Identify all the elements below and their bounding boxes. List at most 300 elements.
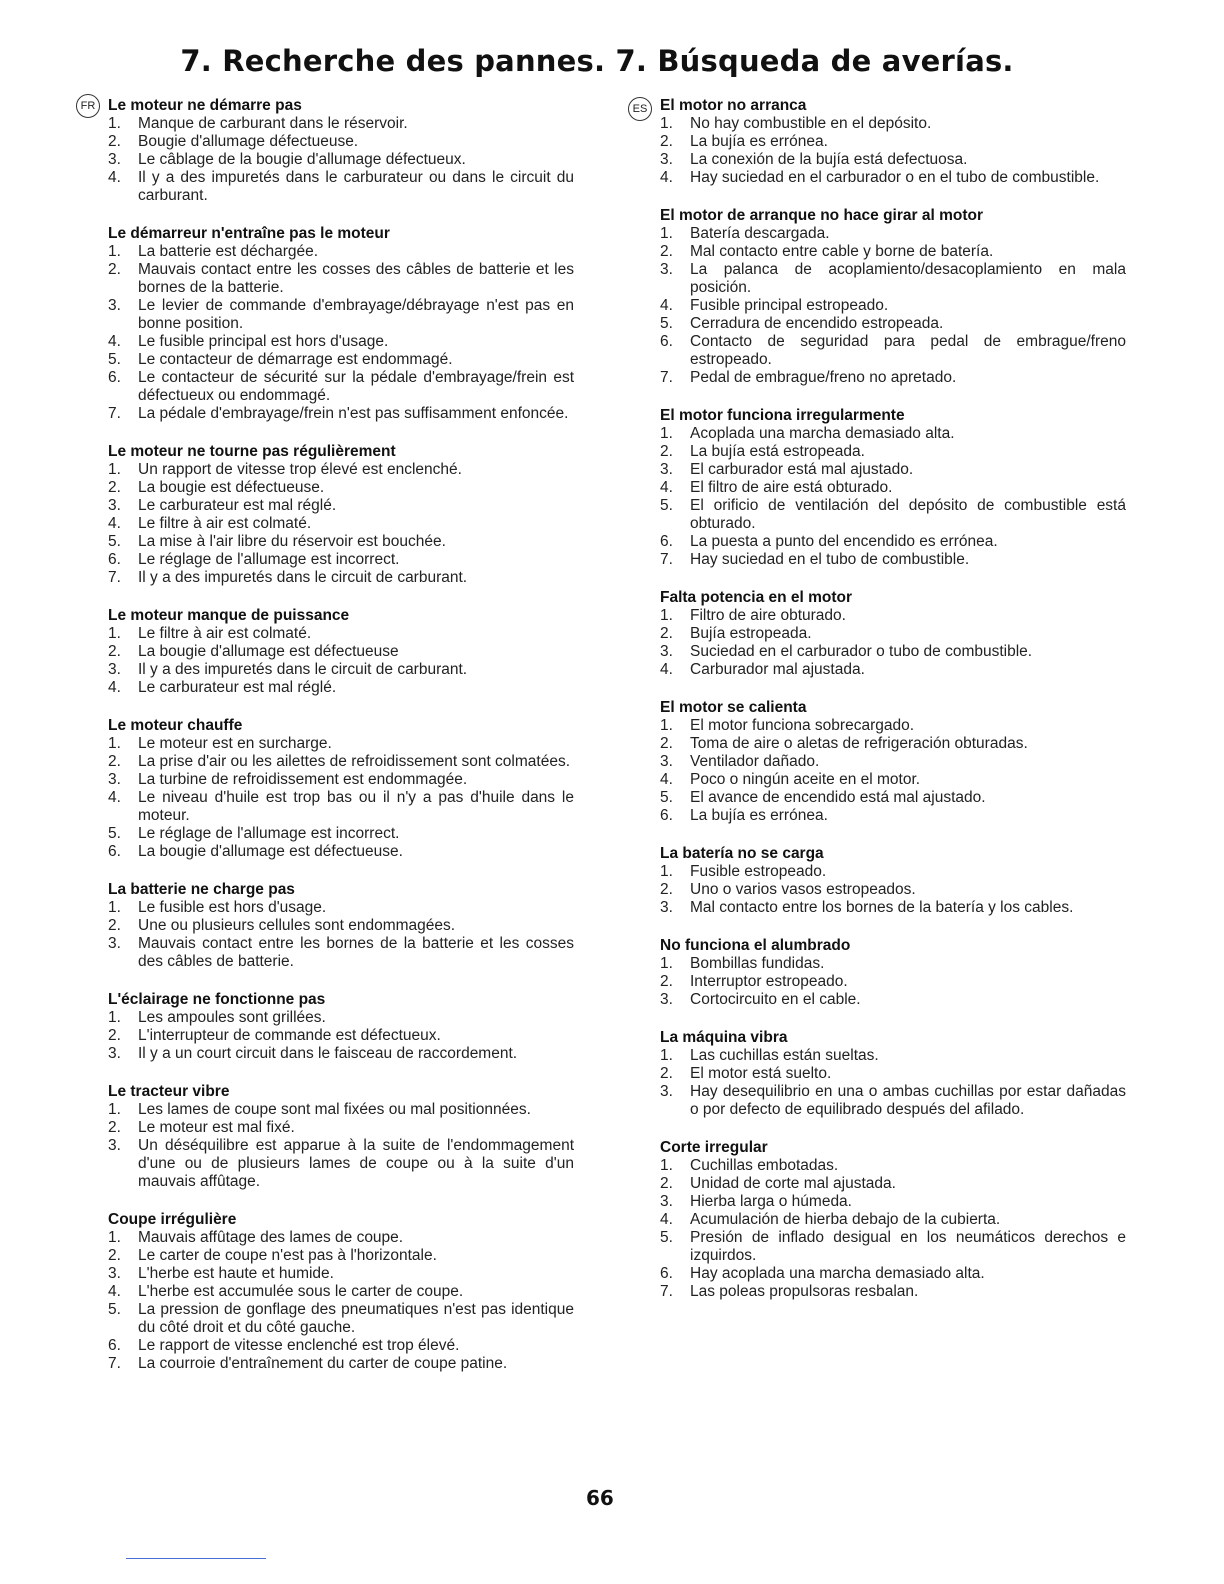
troubleshooting-section (660, 1028, 1126, 1119)
cause-number: 1. (108, 1009, 121, 1026)
cause-text: Hay suciedad en el carburador o en el tubo de combustible. (690, 169, 1100, 186)
cause-list-item (660, 991, 1126, 1009)
cause-number: 1. (660, 225, 673, 242)
cause-list-item (108, 771, 574, 789)
cause-number: 1. (660, 425, 673, 442)
cause-text: Fusible estropeado. (690, 863, 827, 880)
troubleshooting-section (660, 936, 1126, 1009)
cause-text: Les ampoules sont grillées. (138, 1009, 326, 1026)
cause-number: 6. (660, 807, 673, 824)
cause-list (660, 863, 1126, 917)
cause-number: 4. (108, 1283, 121, 1300)
cause-list-item (660, 461, 1126, 479)
cause-list-item (660, 771, 1126, 789)
cause-number: 3. (108, 1045, 121, 1062)
cause-list-item (108, 899, 574, 917)
cause-list (108, 735, 574, 861)
cause-number: 1. (108, 899, 121, 916)
cause-text: Un rapport de vitesse trop élevé est enclenché. (138, 461, 462, 478)
cause-list-item (108, 1137, 574, 1191)
cause-text: Mauvais contact entre les bornes de la batterie et les cosses des câbles de batterie. (138, 935, 574, 970)
cause-text: Contacto de seguridad para pedal de embrague/freno estropeado. (690, 333, 1126, 368)
cause-list-item (660, 1265, 1126, 1283)
cause-number: 4. (660, 169, 673, 186)
cause-number: 7. (108, 569, 121, 586)
cause-text: Manque de carburant dans le réservoir. (138, 115, 408, 132)
cause-list-item (108, 133, 574, 151)
cause-number: 6. (660, 333, 673, 350)
cause-number: 2. (660, 735, 673, 752)
cause-text: Mauvais affûtage des lames de coupe. (138, 1229, 404, 1246)
cause-text: Acoplada una marcha demasiado alta. (690, 425, 955, 442)
troubleshooting-section (108, 224, 574, 423)
cause-number: 5. (660, 1229, 673, 1246)
cause-number: 4. (660, 297, 673, 314)
troubleshooting-section (108, 606, 574, 697)
cause-list-item (660, 643, 1126, 661)
cause-number: 3. (108, 1265, 121, 1282)
cause-number: 2. (660, 625, 673, 642)
cause-list-item (660, 607, 1126, 625)
cause-list-item (108, 661, 574, 679)
cause-text: Acumulación de hierba debajo de la cubierta. (690, 1211, 1001, 1228)
cause-list-item (108, 825, 574, 843)
troubleshooting-section (108, 716, 574, 861)
cause-number: 5. (108, 825, 121, 842)
cause-text: Las cuchillas están sueltas. (690, 1047, 879, 1064)
cause-number: 1. (108, 461, 121, 478)
cause-number: 4. (660, 1211, 673, 1228)
cause-text: Hay acoplada una marcha demasiado alta. (690, 1265, 985, 1282)
cause-text: Le réglage de l'allumage est incorrect. (138, 551, 400, 568)
cause-number: 4. (660, 771, 673, 788)
cause-list-item (660, 1229, 1126, 1265)
cause-list-item (660, 625, 1126, 643)
cause-list-item (108, 1119, 574, 1137)
cause-number: 2. (660, 243, 673, 260)
cause-text: L'herbe est accumulée sous le carter de coupe. (138, 1283, 464, 1300)
section-title: La batterie ne charge pas (108, 881, 295, 898)
cause-text: Bujía estropeada. (690, 625, 812, 642)
cause-list-item (660, 661, 1126, 679)
cause-list (660, 607, 1126, 679)
cause-number: 4. (108, 679, 121, 696)
section-title: Falta potencia en el motor (660, 589, 853, 606)
troubleshooting-section (660, 588, 1126, 679)
troubleshooting-section (108, 442, 574, 587)
section-title: Corte irregular (660, 1139, 768, 1156)
cause-list-item (108, 151, 574, 169)
cause-list-item (660, 151, 1126, 169)
troubleshooting-section (108, 1210, 574, 1373)
section-title: Le moteur manque de puissance (108, 607, 350, 624)
section-title: Le moteur chauffe (108, 717, 243, 734)
cause-text: Bombillas fundidas. (690, 955, 825, 972)
cause-text: Poco o ningún aceite en el motor. (690, 771, 921, 788)
cause-number: 1. (108, 115, 121, 132)
cause-text: Il y a des impuretés dans le circuit de carburant. (138, 661, 468, 678)
cause-number: 3. (660, 643, 673, 660)
cause-number: 3. (108, 1137, 121, 1154)
cause-number: 2. (660, 133, 673, 150)
troubleshooting-section (108, 880, 574, 971)
cause-number: 4. (660, 661, 673, 678)
cause-number: 3. (660, 899, 673, 916)
troubleshooting-section (660, 96, 1126, 187)
cause-list-item (108, 1009, 574, 1027)
cause-list-item (108, 1027, 574, 1045)
cause-list-item (660, 297, 1126, 315)
cause-text: Carburador mal ajustada. (690, 661, 865, 678)
cause-text: Hierba larga o húmeda. (690, 1193, 852, 1210)
cause-list (108, 1229, 574, 1373)
cause-text: La pédale d'embrayage/frein n'est pas suffisamment enfoncée. (138, 405, 569, 422)
cause-number: 6. (108, 843, 121, 860)
cause-list (660, 1047, 1126, 1119)
cause-text: Le carter de coupe n'est pas à l'horizontale. (138, 1247, 437, 1264)
cause-number: 4. (108, 789, 121, 806)
cause-number: 3. (108, 771, 121, 788)
cause-number: 3. (660, 1083, 673, 1100)
cause-list-item (108, 917, 574, 935)
cause-text: Le contacteur de démarrage est endommagé. (138, 351, 453, 368)
cause-list-item (108, 515, 574, 533)
cause-list-item (108, 753, 574, 771)
cause-number: 2. (660, 1065, 673, 1082)
cause-number: 2. (108, 917, 121, 934)
cause-text: Le filtre à air est colmaté. (138, 515, 312, 532)
cause-list-item (660, 497, 1126, 533)
cause-number: 4. (108, 333, 121, 350)
cause-number: 4. (108, 169, 121, 186)
cause-list-item (108, 1265, 574, 1283)
cause-text: Toma de aire o aletas de refrigeración obturadas. (690, 735, 1028, 752)
section-title: El motor funciona irregularmente (660, 407, 905, 424)
cause-number: 1. (660, 607, 673, 624)
cause-list-item (108, 1247, 574, 1265)
cause-number: 2. (108, 261, 121, 278)
cause-text: Le câblage de la bougie d'allumage défectueux. (138, 151, 466, 168)
cause-number: 5. (660, 315, 673, 332)
cause-list-item (108, 479, 574, 497)
cause-text: Filtro de aire obturado. (690, 607, 846, 624)
cause-text: Hay suciedad en el tubo de combustible. (690, 551, 970, 568)
page-number: 66 (586, 1486, 614, 1510)
cause-list-item (660, 169, 1126, 187)
section-title: L'éclairage ne fonctionne pas (108, 991, 326, 1008)
cause-list-item (660, 863, 1126, 881)
cause-text: Cortocircuito en el cable. (690, 991, 861, 1008)
cause-text: Pedal de embrague/freno no apretado. (690, 369, 957, 386)
cause-list-item (660, 533, 1126, 551)
cause-list-item (108, 169, 574, 205)
cause-list-item (108, 1355, 574, 1373)
section-title: Le moteur ne tourne pas régulièrement (108, 443, 396, 460)
cause-text: La bougie d'allumage est défectueuse. (138, 843, 403, 860)
cause-list (660, 425, 1126, 569)
cause-list-item (108, 1337, 574, 1355)
cause-number: 2. (108, 1247, 121, 1264)
cause-text: La courroie d'entraînement du carter de coupe patine. (138, 1355, 508, 1372)
cause-number: 6. (108, 551, 121, 568)
cause-list-item (660, 333, 1126, 369)
cause-text: Hay desequilibrio en una o ambas cuchillas por estar dañadas o por defecto de equilibrado después del afilado. (690, 1083, 1126, 1118)
cause-text: Le fusible principal est hors d'usage. (138, 333, 389, 350)
cause-number: 5. (108, 1301, 121, 1318)
cause-list-item (108, 243, 574, 261)
cause-number: 4. (660, 479, 673, 496)
cause-number: 1. (660, 1047, 673, 1064)
cause-text: El avance de encendido está mal ajustado. (690, 789, 986, 806)
cause-list-item (108, 497, 574, 515)
cause-list-item (108, 1283, 574, 1301)
cause-number: 6. (660, 1265, 673, 1282)
cause-number: 3. (108, 935, 121, 952)
cause-number: 1. (660, 863, 673, 880)
cause-list-item (108, 843, 574, 861)
cause-number: 2. (108, 643, 121, 660)
section-title: Le moteur ne démarre pas (108, 97, 302, 114)
cause-list (108, 899, 574, 971)
cause-list-item (660, 369, 1126, 387)
cause-text: Mal contacto entre cable y borne de batería. (690, 243, 994, 260)
cause-text: Unidad de corte mal ajustada. (690, 1175, 896, 1192)
cause-list-item (660, 807, 1126, 825)
cause-number: 7. (660, 551, 673, 568)
cause-number: 3. (108, 297, 121, 314)
cause-list-item (660, 425, 1126, 443)
cause-number: 2. (660, 443, 673, 460)
cause-number: 7. (660, 1283, 673, 1300)
cause-list-item (660, 551, 1126, 569)
cause-list (108, 115, 574, 205)
cause-list-item (660, 1175, 1126, 1193)
cause-list-item (660, 1211, 1126, 1229)
cause-list-item (660, 955, 1126, 973)
troubleshooting-section (660, 206, 1126, 387)
troubleshooting-section (108, 1082, 574, 1191)
cause-number: 3. (660, 461, 673, 478)
cause-text: Cuchillas embotadas. (690, 1157, 839, 1174)
cause-number: 3. (108, 661, 121, 678)
cause-text: Il y a un court circuit dans le faisceau de raccordement. (138, 1045, 518, 1062)
cause-number: 1. (108, 1101, 121, 1118)
cause-text: El motor funciona sobrecargado. (690, 717, 915, 734)
cause-number: 7. (108, 405, 121, 422)
cause-list-item (660, 1283, 1126, 1301)
section-title: El motor de arranque no hace girar al motor (660, 207, 983, 224)
cause-list-item (108, 679, 574, 697)
cause-number: 2. (660, 1175, 673, 1192)
cause-text: Le rapport de vitesse enclenché est trop élevé. (138, 1337, 460, 1354)
cause-list (660, 717, 1126, 825)
cause-list-item (660, 735, 1126, 753)
cause-text: Mal contacto entre los bornes de la batería y los cables. (690, 899, 1074, 916)
cause-number: 1. (660, 115, 673, 132)
cause-text: Le moteur est en surcharge. (138, 735, 332, 752)
cause-text: Presión de inflado desigual en los neumáticos derechos e izquirdos. (690, 1229, 1126, 1264)
section-title: El motor no arranca (660, 97, 807, 114)
section-title: No funciona el alumbrado (660, 937, 851, 954)
cause-text: La bujía está estropeada. (690, 443, 865, 460)
page-title: 7. Recherche des pannes. 7. Búsqueda de averías. (180, 44, 1014, 78)
cause-text: Ventilador dañado. (690, 753, 820, 770)
cause-list-item (108, 569, 574, 587)
cause-number: 1. (108, 625, 121, 642)
cause-number: 2. (108, 479, 121, 496)
spanish-language-icon: ES (628, 97, 652, 121)
cause-text: Les lames de coupe sont mal fixées ou mal positionnées. (138, 1101, 531, 1118)
cause-number: 3. (660, 151, 673, 168)
troubleshooting-section (108, 990, 574, 1063)
cause-number: 1. (660, 717, 673, 734)
cause-number: 1. (660, 1157, 673, 1174)
cause-text: El filtro de aire está obturado. (690, 479, 893, 496)
french-language-icon: FR (76, 94, 100, 118)
cause-number: 6. (108, 369, 121, 386)
cause-list-item (108, 369, 574, 405)
cause-list-item (660, 315, 1126, 333)
cause-text: Interruptor estropeado. (690, 973, 848, 990)
cause-list-item (660, 225, 1126, 243)
cause-list-item (660, 973, 1126, 991)
cause-list-item (660, 261, 1126, 297)
cause-number: 2. (660, 973, 673, 990)
cause-list-item (108, 551, 574, 569)
cause-text: L'herbe est haute et humide. (138, 1265, 334, 1282)
cause-list-item (108, 789, 574, 825)
troubleshooting-section (660, 844, 1126, 917)
cause-text: Le niveau d'huile est trop bas ou il n'y a pas d'huile dans le moteur. (138, 789, 574, 824)
cause-number: 6. (660, 533, 673, 550)
cause-list-item (660, 443, 1126, 461)
cause-list-item (660, 899, 1126, 917)
cause-number: 1. (108, 243, 121, 260)
troubleshooting-section (660, 1138, 1126, 1301)
section-title: Le tracteur vibre (108, 1083, 230, 1100)
cause-text: El carburador está mal ajustado. (690, 461, 914, 478)
cause-list-item (660, 753, 1126, 771)
cause-text: L'interrupteur de commande est défectueux. (138, 1027, 441, 1044)
cause-number: 1. (108, 1229, 121, 1246)
cause-list-item (660, 1083, 1126, 1119)
cause-number: 3. (660, 991, 673, 1008)
cause-list-item (108, 297, 574, 333)
cause-list (108, 625, 574, 697)
cause-list (660, 225, 1126, 387)
cause-text: Le carburateur est mal réglé. (138, 679, 337, 696)
cause-list-item (108, 935, 574, 971)
cause-text: Cerradura de encendido estropeada. (690, 315, 944, 332)
cause-text: La puesta a punto del encendido es errónea. (690, 533, 998, 550)
cause-number: 5. (660, 789, 673, 806)
cause-list-item (660, 133, 1126, 151)
cause-number: 1. (108, 735, 121, 752)
cause-text: La batterie est déchargée. (138, 243, 319, 260)
cause-list-item (108, 625, 574, 643)
cause-text: Un déséquilibre est apparue à la suite de l'endommagement d'une ou de plusieurs lames de coupe ou à la suite d'un mauvais affûtage. (138, 1137, 574, 1190)
cause-text: La bujía es errónea. (690, 807, 828, 824)
cause-number: 3. (108, 151, 121, 168)
cause-number: 5. (660, 497, 673, 514)
cause-list-item (660, 479, 1126, 497)
section-title: La máquina vibra (660, 1029, 788, 1046)
cause-list-item (660, 1157, 1126, 1175)
cause-list (660, 1157, 1126, 1301)
cause-text: La bougie est défectueuse. (138, 479, 325, 496)
cause-text: Suciedad en el carburador o tubo de combustible. (690, 643, 1033, 660)
cause-number: 3. (108, 497, 121, 514)
cause-list-item (108, 333, 574, 351)
cause-text: Le réglage de l'allumage est incorrect. (138, 825, 400, 842)
cause-list-item (660, 789, 1126, 807)
cause-text: Le contacteur de sécurité sur la pédale d'embrayage/frein est défectueux ou endommagé. (138, 369, 574, 404)
cause-list-item (108, 405, 574, 423)
cause-number: 2. (108, 753, 121, 770)
cause-number: 5. (108, 351, 121, 368)
cause-list-item (660, 1065, 1126, 1083)
cause-number: 2. (660, 881, 673, 898)
cause-list-item (108, 115, 574, 133)
cause-text: No hay combustible en el depósito. (690, 115, 932, 132)
cause-text: Las poleas propulsoras resbalan. (690, 1283, 919, 1300)
cause-list (108, 243, 574, 423)
cause-text: Le filtre à air est colmaté. (138, 625, 312, 642)
cause-text: La bougie d'allumage est défectueuse (138, 643, 399, 660)
cause-text: Le fusible est hors d'usage. (138, 899, 327, 916)
cause-text: La mise à l'air libre du réservoir est bouchée. (138, 533, 446, 550)
cause-number: 3. (660, 753, 673, 770)
cause-list-item (108, 735, 574, 753)
cause-number: 7. (660, 369, 673, 386)
cause-list-item (660, 881, 1126, 899)
cause-text: La prise d'air ou les ailettes de refroidissement sont colmatées. (138, 753, 571, 770)
cause-number: 6. (108, 1337, 121, 1354)
section-title: Coupe irrégulière (108, 1211, 237, 1228)
cause-list-item (660, 243, 1126, 261)
cause-number: 4. (108, 515, 121, 532)
cause-list-item (108, 261, 574, 297)
cause-text: Fusible principal estropeado. (690, 297, 889, 314)
cause-list-item (108, 1301, 574, 1337)
cause-number: 2. (108, 1027, 121, 1044)
cause-text: Le moteur est mal fixé. (138, 1119, 295, 1136)
cause-list (660, 115, 1126, 187)
cause-text: Le carburateur est mal réglé. (138, 497, 337, 514)
cause-text: Bougie d'allumage défectueuse. (138, 133, 359, 150)
cause-list-item (108, 643, 574, 661)
cause-list (660, 955, 1126, 1009)
cause-list-item (108, 461, 574, 479)
spanish-troubleshooting-column (660, 96, 1126, 1320)
cause-text: La bujía es errónea. (690, 133, 828, 150)
troubleshooting-section (660, 698, 1126, 825)
cause-list-item (660, 1047, 1126, 1065)
cause-text: Le levier de commande d'embrayage/débrayage n'est pas en bonne position. (138, 297, 574, 332)
cause-list (108, 461, 574, 587)
cause-number: 2. (108, 133, 121, 150)
cause-text: La turbine de refroidissement est endommagée. (138, 771, 468, 788)
cause-text: Il y a des impuretés dans le carburateur ou dans le circuit du carburant. (138, 169, 574, 204)
footer-rule (126, 1558, 266, 1559)
cause-text: El orificio de ventilación del depósito de combustible está obturado. (690, 497, 1126, 532)
cause-text: Mauvais contact entre les cosses des câbles de batterie et les bornes de la batterie. (138, 261, 574, 296)
cause-list-item (108, 1101, 574, 1119)
cause-number: 5. (108, 533, 121, 550)
troubleshooting-section (108, 96, 574, 205)
cause-text: Batería descargada. (690, 225, 830, 242)
cause-text: Il y a des impuretés dans le circuit de carburant. (138, 569, 468, 586)
